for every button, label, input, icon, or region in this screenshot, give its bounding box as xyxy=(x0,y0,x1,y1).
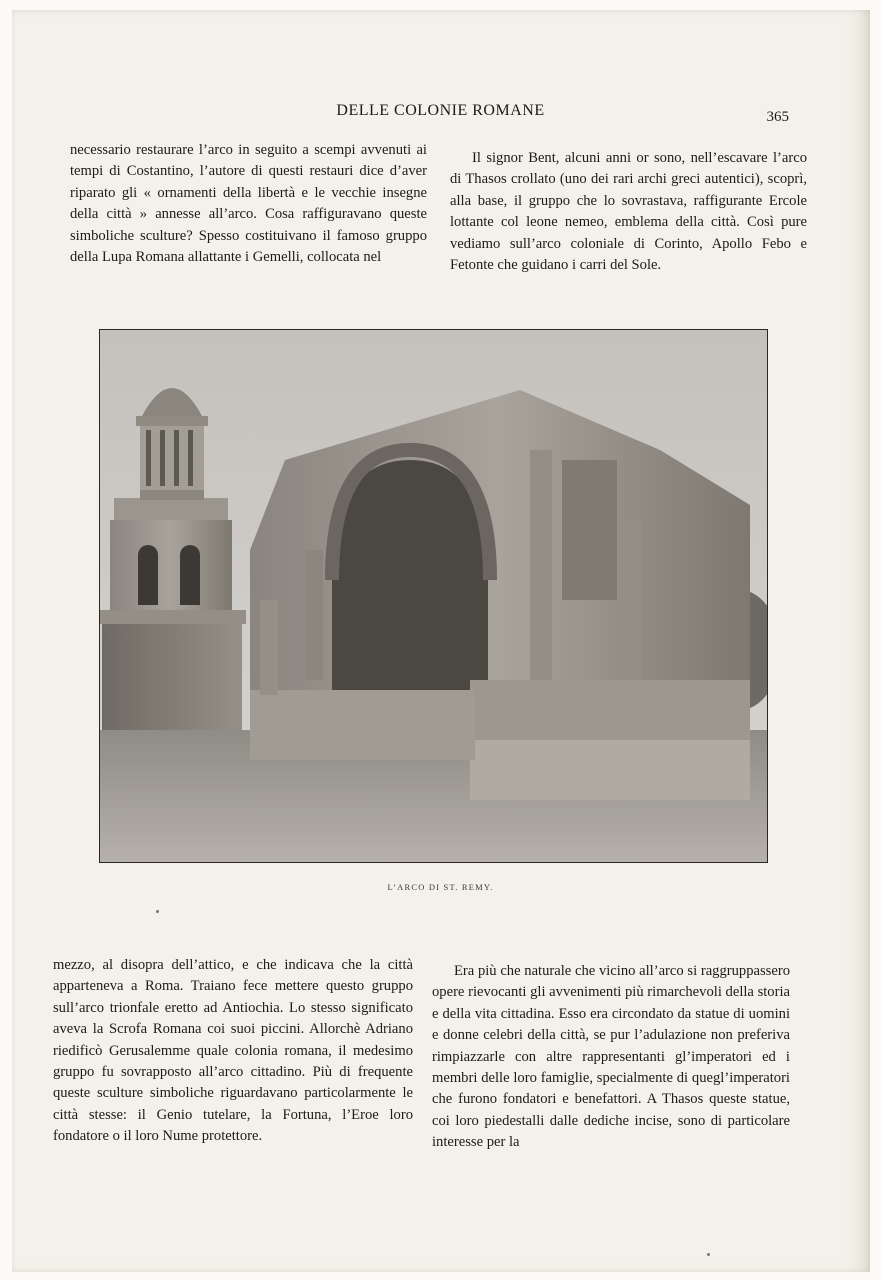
paper-speck xyxy=(156,910,159,913)
photo-illustration xyxy=(100,330,767,862)
text-column-top-left: necessario restaurare l’arco in seguito a scempi avvenuti ai tempi di Costantino, l’autore di questi restauri dice d’aver riparato gli « ornamenti della libertà e le vecchie insegne della città » annesse all’arco. Cosa raffiguravano queste simboliche sculture? Spesso costituivano il famoso gruppo della Lupa Romana allattante i Gemelli, collocata nel xyxy=(70,142,427,266)
text-column-top-right: Il signor Bent, alcuni anni or sono, nell’escavare l’arco di Thasos crollato (uno dei rari archi greci autentici), scoprì, alla base, il gruppo che lo sovrastava, raffigurante Ercole lottante col leone nemeo, emblema della città. Così pure vediamo sull’arco coloniale di Corinto, Apollo Febo e Fetonte che guidano i carri del Sole. xyxy=(450,150,807,274)
running-head: DELLE COLONIE ROMANE xyxy=(336,102,545,119)
paper-speck xyxy=(707,1253,710,1256)
text-column-bottom-left: mezzo, al disopra dell’attico, e che indicava che la città apparteneva a Roma. Traiano fece mettere questo gruppo sull’arco trionfale eretto ad Antiochia. Lo stesso significato aveva la Scrofa Romana coi suoi piccini. Allorchè Adriano riedificò Gerusalemme quale colonia romana, il medesimo gruppo fu sovrapposto all’arco cittadino. Più di frequente queste sculture simboliche riguardavano particolarmente le città stesse: il Genio tutelare, la Fortuna, l’Eroe loro fondatore o il loro Nume protettore. xyxy=(53,957,413,1145)
figure-caption: L’ARCO DI ST. REMY. xyxy=(387,882,494,892)
photo-arco-st-remy xyxy=(99,329,768,863)
page-number: 365 xyxy=(766,109,789,125)
text-column-bottom-right: Era più che naturale che vicino all’arco si raggruppassero opere rievocanti gli avvenimenti più rimarchevoli della storia e della vita cittadina. Esso era circondato da statue di uomini e donne celebri della città, se pur l’adulazione non preferiva rimpiazzarle con altre rappresentanti gl’imperatori ed i membri delle loro famiglie, specialmente di quegl’imperatori che furono fondatori e benefattori. A Thasos queste statue, coi loro piedestalli dalle dediche incise, sono di particolare interesse per la xyxy=(432,963,790,1151)
